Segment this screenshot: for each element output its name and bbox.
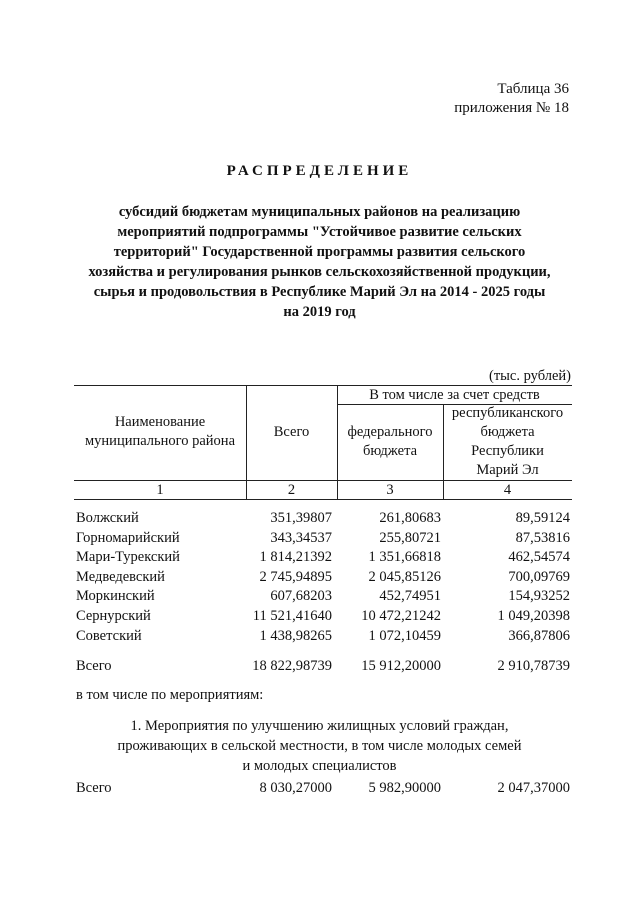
table-number: Таблица 36 — [497, 81, 569, 97]
column-number: 1 — [156, 482, 164, 498]
column-number: 3 — [386, 482, 394, 498]
district-name: Медведевский — [76, 568, 165, 585]
federal-value: 15 912,20000 — [361, 658, 441, 674]
table-reference — [454, 80, 569, 118]
units-label: (тыс. рублей) — [489, 368, 571, 384]
table-header — [74, 385, 572, 500]
district-name: Советский — [76, 627, 142, 644]
subtitle-line: хозяйства и регулирования рынков сельскохозяйственной продукции, — [88, 264, 551, 280]
total-value: 11 521,41640 — [252, 607, 332, 624]
header-group-sources: В том числе за счет средств — [369, 387, 540, 403]
subtitle-line: на 2019 год — [283, 304, 356, 320]
republic-value: 700,09769 — [508, 568, 570, 585]
district-name: Моркинский — [76, 588, 155, 605]
measure-total-row — [74, 778, 572, 798]
federal-value: 255,80721 — [379, 529, 441, 546]
table-row — [74, 587, 572, 607]
federal-value: 452,74951 — [379, 588, 441, 605]
republic-value: 87,53816 — [515, 529, 570, 546]
table-row — [74, 568, 572, 588]
table-row — [74, 509, 572, 529]
table-row — [74, 627, 572, 647]
measure-title-line: и молодых специалистов — [242, 758, 397, 774]
table-row — [74, 529, 572, 549]
total-label: Всего — [76, 658, 112, 674]
header-district-name: Наименование муниципального района — [85, 414, 235, 449]
header-federal-budget: федерального бюджета — [347, 424, 433, 459]
table-row — [74, 548, 572, 568]
federal-value: 10 472,21242 — [361, 607, 441, 624]
total-value: 607,68203 — [270, 588, 332, 605]
federal-value: 2 045,85126 — [368, 568, 441, 585]
header-total: Всего — [273, 424, 310, 440]
republic-value: 2 047,37000 — [497, 780, 570, 796]
including-label: в том числе по мероприятиям: — [76, 687, 264, 703]
measure-title — [60, 716, 579, 776]
total-value: 18 822,98739 — [252, 658, 332, 674]
district-rows — [74, 509, 572, 646]
total-value: 343,34537 — [270, 529, 332, 546]
column-number: 4 — [503, 482, 512, 498]
document-heading: РАСПРЕДЕЛЕНИЕ — [226, 163, 413, 179]
district-name: Сернурский — [76, 607, 151, 624]
republic-value: 1 049,20398 — [497, 607, 570, 624]
total-label: Всего — [76, 780, 112, 796]
republic-value: 366,87806 — [508, 627, 570, 644]
grand-total-row — [74, 656, 572, 676]
subtitle-line: территорий" Государственной программы развития сельского — [113, 244, 526, 260]
republic-value: 89,59124 — [515, 510, 570, 526]
republic-value: 462,54574 — [508, 549, 570, 566]
total-value: 351,39807 — [270, 510, 332, 526]
district-name: Горномарийский — [76, 529, 180, 546]
total-value: 2 745,94895 — [259, 568, 332, 585]
republic-value: 154,93252 — [508, 588, 570, 605]
federal-value: 1 072,10459 — [368, 627, 441, 644]
measure-title-line: 1. Мероприятия по улучшению жилищных условий граждан, — [130, 718, 509, 734]
federal-value: 1 351,66818 — [368, 549, 441, 566]
federal-value: 5 982,90000 — [368, 780, 441, 796]
total-value: 1 438,98265 — [259, 627, 332, 644]
table-row — [74, 607, 572, 627]
republic-value: 2 910,78739 — [497, 658, 570, 674]
subtitle-line: мероприятий подпрограммы "Устойчивое развитие сельских — [117, 224, 522, 240]
column-number: 2 — [287, 482, 296, 498]
total-value: 1 814,21392 — [259, 549, 332, 566]
document-subtitle — [60, 202, 579, 322]
header-republic-budget: республиканского бюджета Республики Марий Эл — [451, 405, 564, 478]
subtitle-line: сырья и продовольствия в Республике Марий Эл на 2014 - 2025 годы — [93, 284, 546, 300]
total-value: 8 030,27000 — [259, 780, 332, 796]
subtitle-line: субсидий бюджетам муниципальных районов на реализацию — [118, 204, 521, 220]
appendix-number: приложения № 18 — [454, 100, 569, 116]
measure-title-line: проживающих в сельской местности, в том числе молодых семей — [117, 738, 522, 754]
district-name: Мари-Турекский — [76, 549, 180, 566]
federal-value: 261,80683 — [379, 510, 441, 526]
district-name: Волжский — [76, 510, 139, 526]
